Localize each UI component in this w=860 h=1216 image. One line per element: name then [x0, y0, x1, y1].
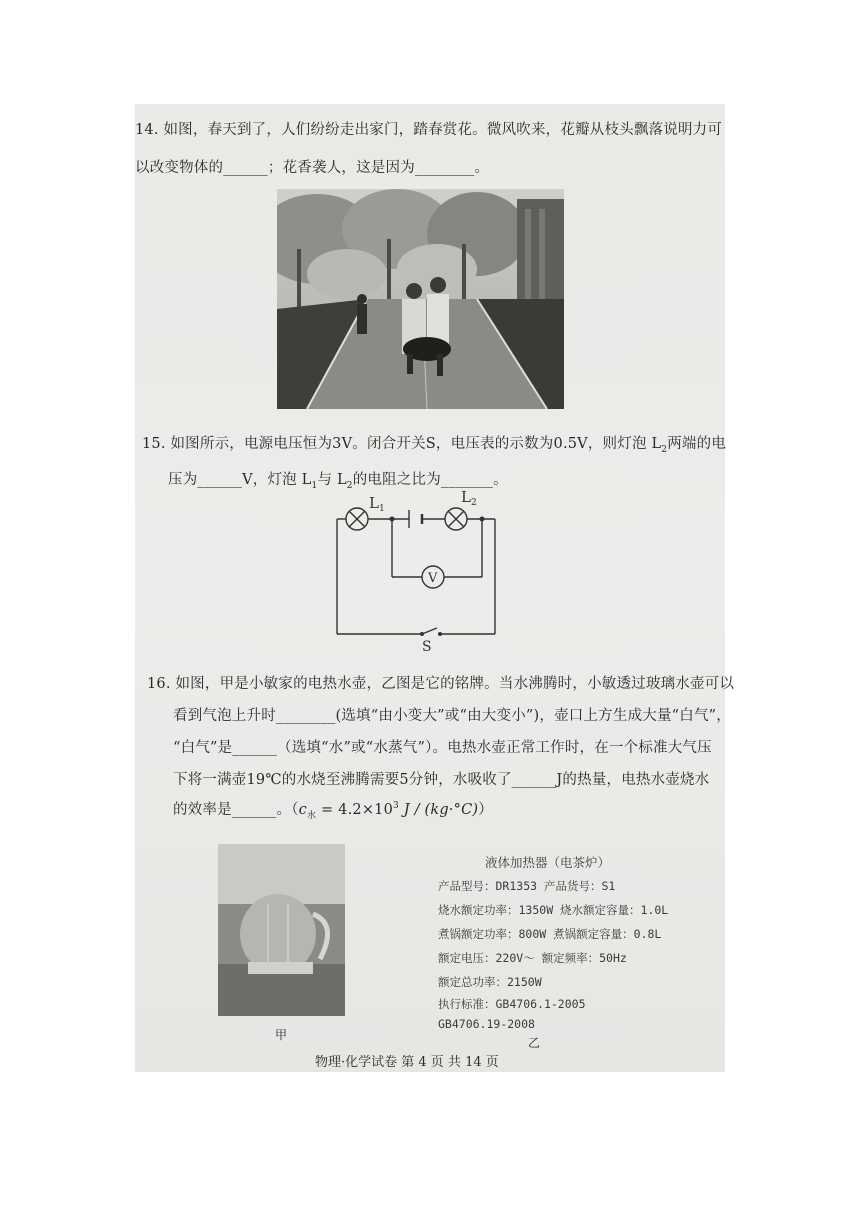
nameplate-row: 执行标准：GB4706.1-2005 — [438, 997, 586, 1011]
q16-line5: 的效率是______。（$c_水 = 4.2\times 10^3$ J / (kg·°C)） — [173, 801, 493, 821]
exam-page — [135, 104, 735, 1072]
q14-number: 14. — [135, 122, 159, 138]
q15-line2: 压为______V，灯泡 $L_1$与 $L_2$的电阻之比为_______。 — [168, 472, 508, 491]
nameplate-row: 产品型号：DR1353 产品货号：S1 — [438, 879, 616, 893]
q15-line1: 15. 如图所示，电源电压恒为3V。闭合开关S，电压表的示数为0.5V，则灯泡 $L_2$两端的电 — [142, 436, 727, 455]
nameplate-title: 液体加热器（电茶炉） — [485, 855, 611, 870]
nameplate-row: 额定电压：220V～ 额定频率：50Hz — [438, 951, 627, 965]
lamp1-label: $L_1$ — [369, 494, 385, 514]
kettle-photo — [218, 844, 345, 1016]
q16-line3: “白气”是______（选填“水”或“水蒸气”）。电热水壶正常工作时，在一个标准大气压 — [173, 740, 712, 756]
q14-text-1: 如图，春天到了，人们纷纷走出家门，踏春赏花。微风吹来，花瓣从枝头飘落说明力可 — [163, 122, 723, 138]
switch-label: S — [422, 639, 432, 652]
nameplate-row: 额定总功率：2150W — [438, 975, 542, 989]
q16-number: 16. — [147, 676, 171, 692]
q14-line1 — [135, 118, 722, 139]
caption-yi: 乙 — [528, 1036, 541, 1050]
lamp2-label: $L_2$ — [461, 488, 477, 508]
nameplate-row: 煮锅额定功率：800W 煮锅额定容量：0.8L — [438, 927, 662, 941]
caption-jia: 甲 — [275, 1028, 288, 1042]
spring-walk-photo — [277, 189, 564, 409]
q16-line1: 16. 如图，甲是小敏家的电热水壶，乙图是它的铭牌。当水沸腾时，小敏透过玻璃水壶可以 — [147, 676, 735, 692]
page-footer: 物理·化学试卷 第 4 页 共 14 页 — [315, 1055, 499, 1070]
q14-line2: 以改变物体的______；花香袭人，这是因为________。 — [135, 160, 490, 176]
nameplate-row: 烧水额定功率：1350W 烧水额定容量：1.0L — [438, 903, 669, 917]
nameplate-row: GB4706.19-2008 — [438, 1017, 535, 1031]
q16-line4: 下将一满壶19℃的水烧至沸腾需要5分钟，水吸收了______J的热量，电热水壶烧水 — [173, 772, 710, 788]
q16-line2: 看到气泡上升时________(选填“由小变大”或“由大变小”)，壶口上方生成大量“白气”， — [173, 708, 731, 724]
circuit-diagram — [327, 482, 507, 652]
q15-number: 15. — [142, 436, 166, 452]
voltmeter-label: V — [428, 571, 438, 586]
